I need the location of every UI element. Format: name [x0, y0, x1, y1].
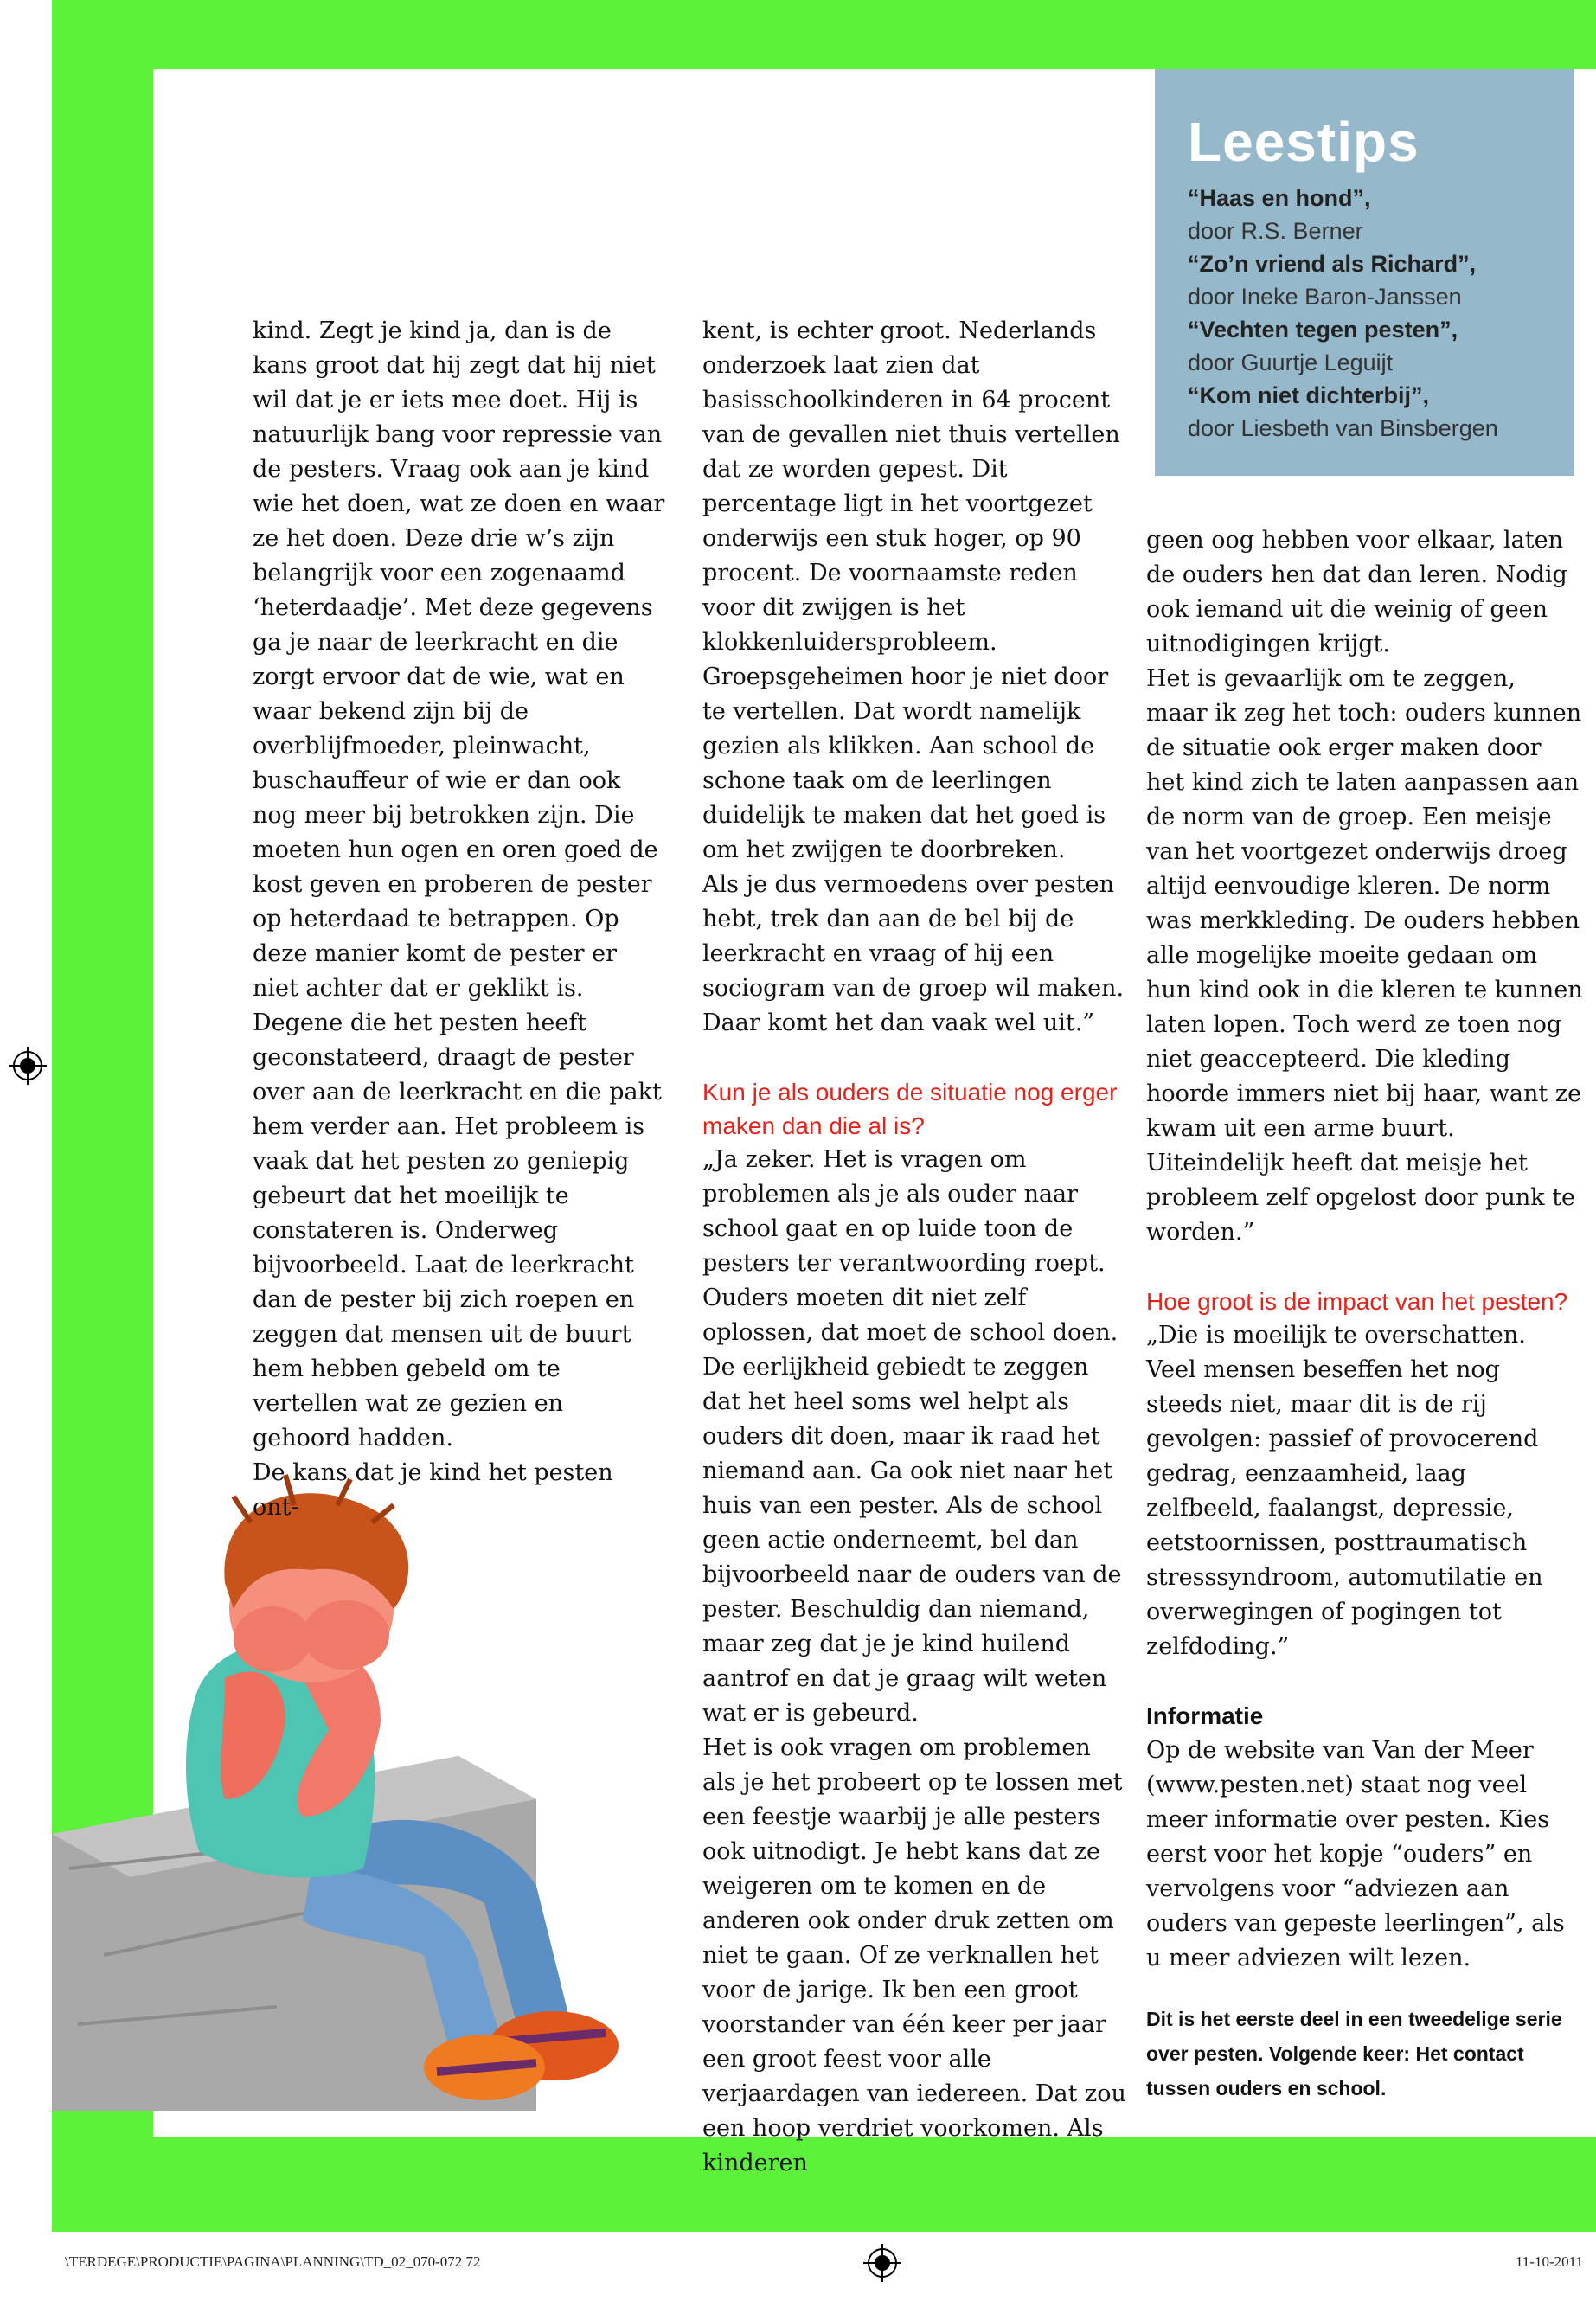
- paragraph: „Ja zeker. Het is vragen om problemen als je als ouder naar school gaat en op luide toon de pesters ter verantwoording roept. Ouders moeten dit niet zelf oplossen, dat moet de school doen. De eerlijkheid gebiedt te zeggen dat het heel soms wel helpt als ouders dit doen, maar ik raad het niemand aan. Ga ook niet naar het huis van een pester. Als de school geen actie onderneemt, bel dan bijvoorbeeld naar de ouders van de pester. Beschuldig dan niemand, maar zeg dat je je kind huilend aantrof en dat je graag wilt weten wat er is gebeurd.: [702, 1146, 1122, 1727]
- footer-path: \TERDEGE\PRODUCTIE\PAGINA\PLANNING\TD_02_070-072 72: [65, 2253, 481, 2270]
- paragraph: geen oog hebben voor elkaar, laten de ouders hen dat dan leren. Nodig ook iemand uit die weinig of geen uitnodigingen krijgt.: [1146, 527, 1567, 657]
- text-column-3: [1146, 523, 1583, 2106]
- leestips-title: Leestips: [1188, 111, 1420, 173]
- info-heading: Informatie: [1146, 1702, 1264, 1729]
- book-author: door Guurtje Leguijt: [1188, 349, 1394, 375]
- registration-mark-icon: [9, 1047, 47, 1085]
- series-note: Dit is het eerste deel in een tweedelige serie over pesten. Volgende keer: Het contact tussen ouders en school.: [1146, 2008, 1562, 2099]
- paragraph: kent, is echter groot. Nederlands onderzoek laat zien dat basisschoolkinderen in 64 procent van de gevallen niet thuis vertellen dat ze worden gepest. Dit percentage ligt in het voortgezet onderwijs een stuk hoger, op 90 procent. De voornaamste reden voor dit zwijgen is het klokkenluidersprobleem. Groepsgeheimen hoor je niet door te vertellen. Dat wordt namelijk gezien als klikken. Aan school de schone taak om de leerlingen duidelijk te maken dat het goed is om het zwijgen te doorbreken.: [702, 317, 1120, 863]
- book-author: door R.S. Berner: [1188, 218, 1363, 244]
- text-column-2: [702, 314, 1126, 2181]
- book-title: “Haas en hond”,: [1188, 185, 1371, 211]
- text-column-1: [253, 314, 666, 1525]
- paragraph: Het is ook vragen om problemen als je het probeert op te lossen met een feestje waarbij je alle pesters ook uitnodigt. Je hebt kans dat ze weigeren om te komen en de anderen ook onder druk zetten om niet te gaan. Of ze verknallen het voor de jarige. Ik ben een groot voorstander van één keer per jaar een groot feest voor alle verjaardagen van iedereen. Dat zou een hoop verdriet voorkomen. Als kinderen: [702, 1734, 1126, 2176]
- book-author: door Liesbeth van Binsbergen: [1188, 415, 1498, 441]
- book-title: “Kom niet dichterbij”,: [1188, 382, 1430, 408]
- footer-date: 11-10-2011: [1515, 2253, 1583, 2270]
- paragraph: Op de website van Van der Meer (www.pesten.net) staat nog veel meer informatie over pesten. Kies eerst voor het kopje “ouders” en vervolgens voor “adviezen aan ouders van gepeste leerlingen”, als u meer adviezen wilt lezen.: [1146, 1737, 1565, 1971]
- book-title: “Zo’n vriend als Richard”,: [1188, 251, 1477, 277]
- green-frame-top: [52, 0, 1596, 69]
- registration-mark-icon: [863, 2244, 901, 2282]
- book-author: door Ineke Baron-Janssen: [1188, 284, 1462, 310]
- paragraph: „Die is moeilijk te overschatten. Veel mensen beseffen het nog steeds niet, maar dit is de rij gevolgen: passief of provocerend gedrag, eenzaamheid, laag zelfbeeld, faalangst, depressie, eetstoornissen, posttraumatisch stresssyndroom, automutilatie en overwegingen of pogingen tot zelfdoding.”: [1146, 1322, 1543, 1660]
- paragraph: Het is gevaarlijk om te zeggen, maar ik zeg het toch: ouders kunnen de situatie ook erger maken door het kind zich te laten aanpassen aan de norm van de groep. Een meisje van het voortgezet onderwijs droeg altijd eenvoudige kleren. De norm was merkkleding. De ouders hebben alle mogelijke moeite gedaan om hun kind ook in die kleren te kunnen laten lopen. Toch werd ze toen nog niet geaccepteerd. Die kleding hoorde immers niet bij haar, want ze kwam uit een arme buurt. Uiteindelijk heeft dat meisje het probleem zelf opgelost door punk te worden.”: [1146, 665, 1583, 1246]
- question-heading: Hoe groot is de impact van het pesten?: [1146, 1288, 1568, 1315]
- paragraph: kind. Zegt je kind ja, dan is de kans groot dat hij zegt dat hij niet wil dat je er iets mee doet. Hij is natuurlijk bang voor repressie van de pesters. Vraag ook aan je kind wie het doen, wat ze doen en waar ze het doen. Deze drie w’s zijn belangrijk voor een zogenaamd ‘heterdaadje’. Met deze gegevens ga je naar de leerkracht en die zorgt ervoor dat de wie, wat en waar bekend zijn bij de overblijfmoeder, pleinwacht, buschauffeur of wie er dan ook nog meer bij betrokken zijn. Die moeten hun ogen en oren goed de kost geven en proberen de pester op heterdaad te betrappen. Op deze manier komt de pester er niet achter dat er geklikt is. Degene die het pesten heeft geconstateerd, draagt de pester over aan de leerkracht en die pakt hem verder aan. Het probleem is vaak dat het pesten zo geniepig gebeurt dat het moeilijk te constateren is. Onderweg bijvoorbeeld. Laat de leerkracht dan de pester bij zich roepen en zeggen dat mensen uit de buurt hem hebben gebeld om te vertellen wat ze gezien en gehoord hadden.: [253, 317, 665, 1452]
- paragraph: Als je dus vermoedens over pesten hebt, trek dan aan de bel bij de leerkracht en vraag of hij een sociogram van de groep wil maken. Daar komt het dan vaak wel uit.”: [702, 871, 1125, 1036]
- leestips-box: [1155, 69, 1574, 476]
- question-heading: Kun je als ouders de situatie nog erger maken dan die al is?: [702, 1079, 1118, 1139]
- book-title: “Vechten tegen pesten”,: [1188, 317, 1458, 343]
- paragraph: De kans dat je kind het pesten ont-: [253, 1459, 613, 1521]
